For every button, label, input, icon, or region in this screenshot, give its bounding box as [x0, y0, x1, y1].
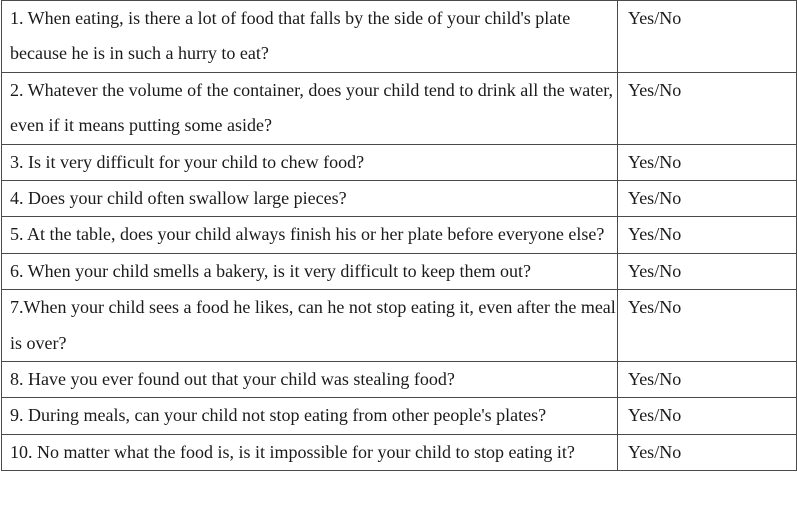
table-row: [2, 398, 797, 434]
answer-cell: Yes/No: [618, 398, 797, 434]
answer-cell: Yes/No: [618, 217, 797, 253]
table-row: [2, 1, 797, 73]
table-row: [2, 362, 797, 398]
table-row: [2, 290, 797, 362]
answer-cell: Yes/No: [618, 1, 797, 73]
question-cell: 1. When eating, is there a lot of food that falls by the side of your child's plate because he is in such a hurry to eat?: [2, 1, 618, 73]
answer-cell: Yes/No: [618, 362, 797, 398]
answer-cell: Yes/No: [618, 144, 797, 180]
answer-cell: Yes/No: [618, 290, 797, 362]
question-cell: 5. At the table, does your child always finish his or her plate before everyone else?: [2, 217, 618, 253]
questionnaire-table: [1, 0, 797, 471]
question-cell: 9. During meals, can your child not stop eating from other people's plates?: [2, 398, 618, 434]
question-cell: 4. Does your child often swallow large pieces?: [2, 181, 618, 217]
answer-cell: Yes/No: [618, 181, 797, 217]
question-cell: 8. Have you ever found out that your child was stealing food?: [2, 362, 618, 398]
answer-cell: Yes/No: [618, 72, 797, 144]
question-cell: 3. Is it very difficult for your child to chew food?: [2, 144, 618, 180]
answer-cell: Yes/No: [618, 253, 797, 289]
question-cell: 7.When your child sees a food he likes, can he not stop eating it, even after the meal is over?: [2, 290, 618, 362]
question-cell: 10. No matter what the food is, is it impossible for your child to stop eating it?: [2, 434, 618, 470]
answer-cell: Yes/No: [618, 434, 797, 470]
table-row: [2, 72, 797, 144]
table-row: [2, 181, 797, 217]
table-row: [2, 434, 797, 470]
table-row: [2, 144, 797, 180]
table-row: [2, 253, 797, 289]
question-cell: 6. When your child smells a bakery, is it very difficult to keep them out?: [2, 253, 618, 289]
table-row: [2, 217, 797, 253]
question-cell: 2. Whatever the volume of the container, does your child tend to drink all the water, even if it means putting some aside?: [2, 72, 618, 144]
